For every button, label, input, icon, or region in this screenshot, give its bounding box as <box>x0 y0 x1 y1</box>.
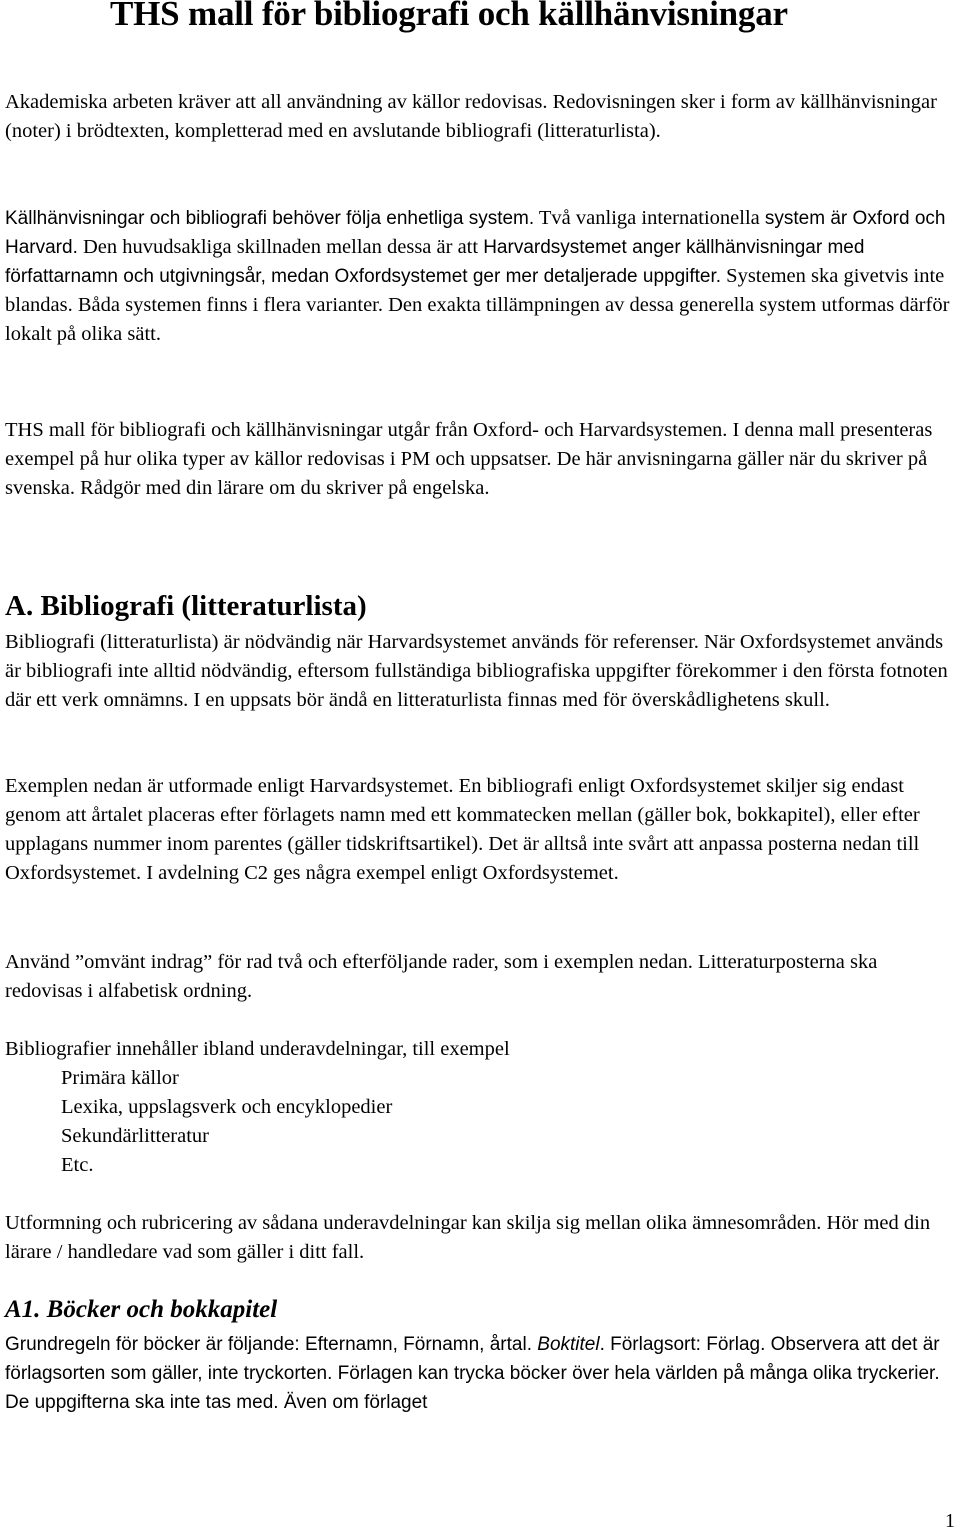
section-a1-paragraph-1 <box>5 1330 955 1417</box>
section-a-heading-num: A. <box>5 590 34 622</box>
subsection-list <box>61 1064 392 1180</box>
intro-paragraph-1: Akademiska arbeten kräver att all användning av källor redovisas. Redovisningen sker i form av källhänvisningar (noter) i brödtexten, kompletterad med en avslutande bibliografi (litteraturlista). <box>5 91 937 142</box>
page-number: 1 <box>945 1510 955 1532</box>
section-a-paragraph-2: Exemplen nedan är utformade enligt Harvardsystemet. En bibliografi enligt Oxfordsystemet skiljer sig endast genom att årtalet placeras efter förlagets namn med ett kommatecken mellan (gäller bok, bokkapitel), eller efter upplagans nummer inom parentes (gäller tidskriftsartikel). Det är alltså inte svårt att anpassa posterna nedan till Oxfordsystemet. I avdelning C2 ges några exempel enligt Oxfordsystemet. <box>5 775 920 884</box>
list-item: Primära källor <box>61 1067 179 1089</box>
intro-p2-sans-a: Källhänvisningar och bibliografi behöver följa enhetliga system. <box>5 208 535 229</box>
a1-p1-b: . Förlagsort: Förlag. Observera att det är förlagsorten som gäller, inte tryckorten. Förlagen kan trycka böcker över hela världen på många olika tryckerier. De uppgifterna ska inte tas med. Även om förlaget <box>5 1334 940 1413</box>
list-item: Sekundärlitteratur <box>61 1125 210 1147</box>
list-item: Etc. <box>61 1154 94 1176</box>
intro-paragraph-3: THS mall för bibliografi och källhänvisningar utgår från Oxford- och Harvardsystemen. I denna mall presenteras exempel på hur olika typer av källor redovisas i PM och uppsatser. De här anvisningarna gäller när du skriver på svenska. Rådgör med din lärare om du skriver på engelska. <box>5 419 933 499</box>
intro-p2-serif-c: Systemen ska givetvis inte blandas. Båda systemen finns i flera varianter. Den exakta tillämpningen av dessa generella system utformas därför lokalt på olika sätt. <box>5 265 950 345</box>
intro-p2-sans-b: system är Oxford och Harvard. <box>5 208 946 258</box>
section-a-paragraph-5: Utformning och rubricering av sådana underavdelningar kan skilja sig mellan olika ämnesområden. Hör med din lärare / handledare vad som gäller i ditt fall. <box>5 1212 931 1263</box>
page-title: THS mall för bibliografi och källhänvisningar <box>110 0 788 33</box>
a1-p1-a: Grundregeln för böcker är följande: Efternamn, Förnamn, årtal. <box>5 1334 538 1355</box>
list-item: Lexika, uppslagsverk och encyklopedier <box>61 1096 393 1118</box>
intro-p2-sans-c: Harvardsystemet anger källhänvisningar med författarnamn och utgivningsår, medan Oxfordsystemet ger mer detaljerade uppgifter. <box>5 237 865 287</box>
intro-p2-serif-b: Den huvudsakliga skillnaden mellan dessa är att <box>77 236 484 258</box>
section-a1-heading: A1. Böcker och bokkapitel <box>5 1296 278 1323</box>
section-a-paragraph-4: Bibliografier innehåller ibland underavdelningar, till exempel <box>5 1038 510 1060</box>
a1-p1-em: Boktitel <box>537 1334 600 1355</box>
intro-paragraph-2 <box>5 204 955 349</box>
intro-p2-serif-a: Två vanliga internationella <box>534 207 765 229</box>
section-a-heading-text: Bibliografi (litteraturlista) <box>40 590 367 622</box>
section-a-paragraph-3: Använd ”omvänt indrag” för rad två och efterföljande rader, som i exemplen nedan. Litteraturposterna ska redovisas i alfabetisk ordning. <box>5 951 878 1002</box>
section-a-paragraph-1: Bibliografi (litteraturlista) är nödvändig när Harvardsystemet används för referenser. När Oxfordsystemet används är bibliografi inte alltid nödvändig, eftersom fullständiga bibliografiska uppgifter förekommer i den första fotnoten där ett verk omnämns. I en uppsats bör ändå en litteraturlista finnas med för överskådlighetens skull. <box>5 631 948 711</box>
section-a-heading <box>5 590 367 623</box>
